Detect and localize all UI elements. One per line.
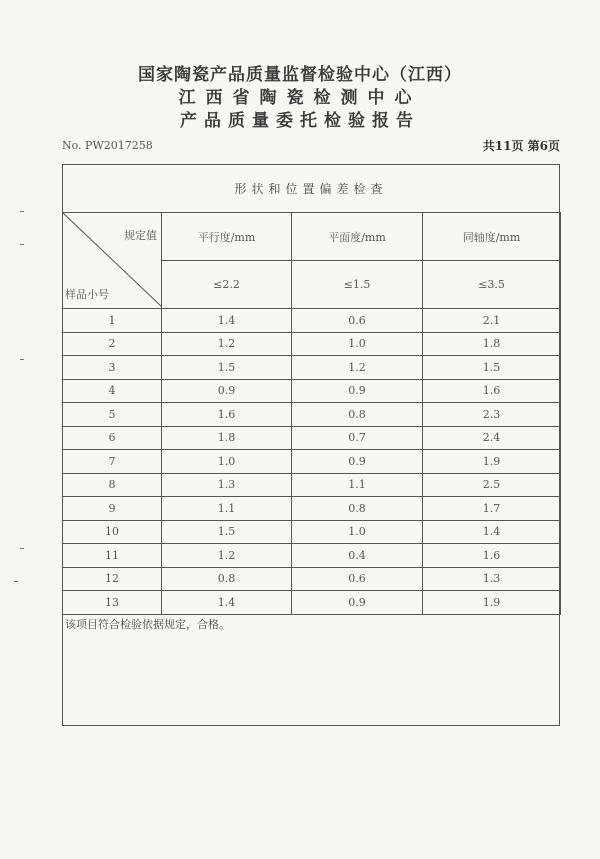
cell-value: 0.8 (292, 497, 423, 521)
limit-value: ≤3.5 (423, 261, 561, 309)
cell-value: 1.6 (423, 544, 561, 568)
column-header: 平面度/mm (292, 213, 423, 261)
limit-value: ≤2.2 (162, 261, 292, 309)
report-header-line2: 江西省陶瓷检测中心 (178, 88, 422, 108)
sample-number: 12 (63, 567, 162, 591)
inspection-sheet (62, 164, 560, 726)
cell-value: 1.4 (423, 520, 561, 544)
cell-value: 1.5 (162, 520, 292, 544)
cell-value: 2.5 (423, 473, 561, 497)
sample-number: 4 (63, 379, 162, 403)
cell-value: 1.9 (423, 591, 561, 615)
cell-value: 1.3 (162, 473, 292, 497)
cell-value: 1.5 (162, 356, 292, 380)
table-row (63, 497, 561, 521)
table-row (63, 426, 561, 450)
section-title: 形状和位置偏差检查 (63, 165, 559, 213)
cell-value: 1.8 (423, 332, 561, 356)
sample-number: 1 (63, 309, 162, 333)
margin-mark (20, 211, 24, 212)
table-row (63, 379, 561, 403)
sample-number: 11 (63, 544, 162, 568)
cell-value: 0.8 (162, 567, 292, 591)
cell-value: 1.0 (162, 450, 292, 474)
cell-value: 0.4 (292, 544, 423, 568)
corner-label-spec: 规定值 (124, 229, 157, 242)
cell-value: 1.8 (162, 426, 292, 450)
cell-value: 1.5 (423, 356, 561, 380)
margin-mark (20, 359, 24, 360)
conclusion-text: 该项目符合检验依据规定，合格。 (65, 618, 230, 631)
cell-value: 2.1 (423, 309, 561, 333)
report-number: No. PW2017258 (62, 139, 153, 152)
table-row (63, 356, 561, 380)
sample-number: 13 (63, 591, 162, 615)
cell-value: 1.6 (162, 403, 292, 427)
cell-value: 1.2 (162, 544, 292, 568)
cell-value: 1.0 (292, 332, 423, 356)
table-row (63, 520, 561, 544)
table-header-row (63, 213, 561, 261)
margin-mark (20, 548, 24, 549)
cell-value: 0.8 (292, 403, 423, 427)
deviation-table (62, 212, 561, 615)
table-row (63, 309, 561, 333)
sample-number: 8 (63, 473, 162, 497)
table-row (63, 473, 561, 497)
cell-value: 1.3 (423, 567, 561, 591)
sample-number: 3 (63, 356, 162, 380)
cell-value: 0.7 (292, 426, 423, 450)
cell-value: 1.0 (292, 520, 423, 544)
table-row (63, 450, 561, 474)
cell-value: 2.4 (423, 426, 561, 450)
cell-value: 1.7 (423, 497, 561, 521)
cell-value: 1.6 (423, 379, 561, 403)
table-row (63, 332, 561, 356)
cell-value: 1.9 (423, 450, 561, 474)
cell-value: 1.1 (292, 473, 423, 497)
sample-number: 2 (63, 332, 162, 356)
cell-value: 1.2 (162, 332, 292, 356)
sample-number: 10 (63, 520, 162, 544)
sample-number: 5 (63, 403, 162, 427)
corner-label-sample: 样品小号 (65, 288, 109, 301)
sample-number: 9 (63, 497, 162, 521)
table-row (63, 544, 561, 568)
limit-value: ≤1.5 (292, 261, 423, 309)
cell-value: 0.9 (292, 379, 423, 403)
cell-value: 1.2 (292, 356, 423, 380)
table-row (63, 567, 561, 591)
cell-value: 0.6 (292, 567, 423, 591)
report-header-line3: 产品质量委托检验报告 (180, 111, 420, 131)
sample-number: 6 (63, 426, 162, 450)
cell-value: 0.9 (292, 450, 423, 474)
cell-value: 0.9 (162, 379, 292, 403)
column-header: 同轴度/mm (423, 213, 561, 261)
sample-number: 7 (63, 450, 162, 474)
margin-mark (20, 244, 24, 245)
report-header-line1: 国家陶瓷产品质量监督检验中心（江西） (138, 65, 462, 85)
cell-value: 1.1 (162, 497, 292, 521)
cell-value: 1.4 (162, 309, 292, 333)
cell-value: 0.6 (292, 309, 423, 333)
corner-cell (63, 213, 162, 309)
page-indicator: 共11页 第6页 (482, 139, 560, 153)
table-row (63, 403, 561, 427)
margin-mark (14, 581, 18, 582)
cell-value: 0.9 (292, 591, 423, 615)
table-row (63, 591, 561, 615)
cell-value: 1.4 (162, 591, 292, 615)
column-header: 平行度/mm (162, 213, 292, 261)
cell-value: 2.3 (423, 403, 561, 427)
